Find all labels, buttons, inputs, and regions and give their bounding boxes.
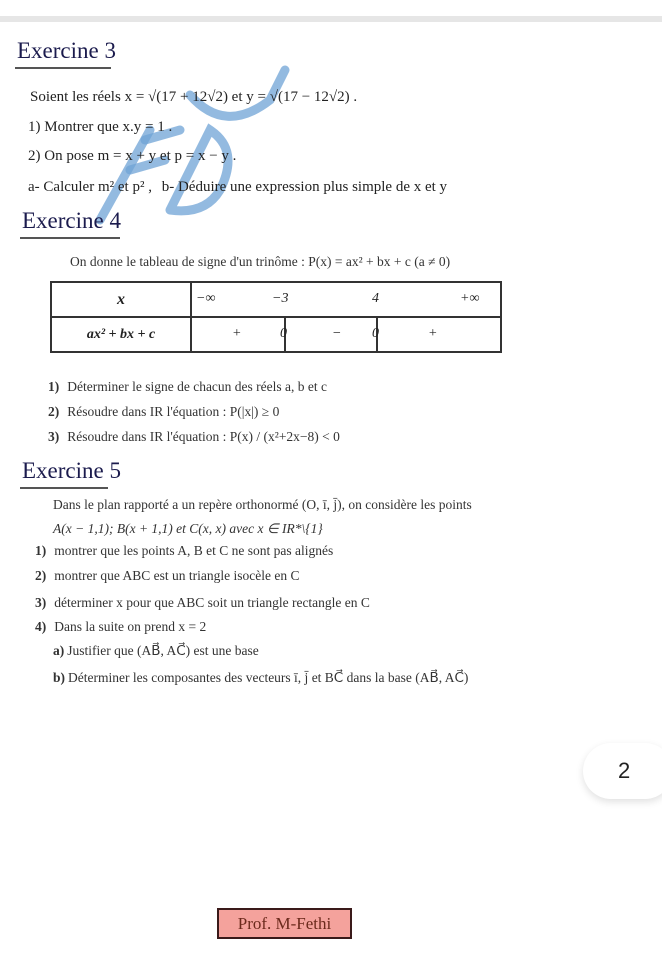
top-divider xyxy=(0,16,662,22)
exercise-5-q1 xyxy=(35,543,333,559)
sign-table-x-values xyxy=(191,282,501,317)
question-number: 4) xyxy=(35,619,47,634)
exercise-5-intro-1: Dans le plan rapporté a un repère orthonormé (O, ī, j̄), on considère les points xyxy=(53,497,472,512)
sign-table xyxy=(50,281,502,353)
sign-value: − xyxy=(332,326,342,341)
exercise-3-intro: Soient les réels x = √(17 + 12√2) et y = √(17 − 12√2) . xyxy=(30,89,358,105)
sign-value: + xyxy=(232,326,242,341)
x-value: +∞ xyxy=(460,291,480,306)
sign-value: 0 xyxy=(280,326,287,341)
sign-value: 0 xyxy=(372,326,379,341)
page-number: 2 xyxy=(618,758,631,783)
exercise-5-q2 xyxy=(35,568,299,584)
question-number: 2) xyxy=(35,568,47,583)
exercise-4-q2 xyxy=(48,404,279,420)
x-value: −∞ xyxy=(196,291,216,306)
question-number: 3) xyxy=(35,595,47,610)
title-underline xyxy=(15,67,111,69)
exercise-4-title: Exercine 4 xyxy=(22,208,121,233)
question-text: Résoudre dans IR l'équation : P(x) / (x²+2x−8) < 0 xyxy=(67,429,340,444)
exercise-3-q2: 2) On pose m = x + y et p = x − y . xyxy=(28,148,237,164)
watermark-logo xyxy=(90,60,320,230)
question-text: Déterminer les composantes des vecteurs ī, j̄ et BC⃗ dans la base (AB⃗, AC⃗) xyxy=(68,670,469,685)
question-number: 1) xyxy=(35,543,47,558)
question-text: déterminer x pour que ABC soit un triangle rectangle en C xyxy=(54,595,370,610)
page-number-badge xyxy=(583,743,662,799)
question-text: montrer que les points A, B et C ne sont pas alignés xyxy=(54,543,334,558)
sign-table-expression-label: ax² + bx + c xyxy=(51,317,191,352)
sign-table-x-label: x xyxy=(51,282,191,317)
exercise-3-title: Exercine 3 xyxy=(17,38,116,63)
question-text: Déterminer le signe de chacun des réels a, b et c xyxy=(67,379,328,394)
question-number: 3) xyxy=(48,429,60,444)
question-number: 2) xyxy=(48,404,60,419)
question-number: a) xyxy=(53,643,65,658)
x-value: −3 xyxy=(272,291,289,306)
author-signature: Prof. M-Fethi xyxy=(217,908,352,939)
question-text: Résoudre dans IR l'équation : P(|x|) ≥ 0 xyxy=(67,404,280,419)
x-value: 4 xyxy=(372,291,379,306)
exercise-3-q1: 1) Montrer que x.y = 1 . xyxy=(28,119,173,135)
exercise-4-q1 xyxy=(48,379,327,395)
exercise-4-intro: On donne le tableau de signe d'un trinôme : P(x) = ax² + bx + c (a ≠ 0) xyxy=(70,254,451,269)
title-underline xyxy=(20,487,108,489)
exercise-3-q2a xyxy=(28,179,447,196)
exercise-5-q4a xyxy=(53,643,259,659)
exercise-3-q2b-text: b- Déduire une expression plus simple de x et y xyxy=(161,179,448,195)
exercise-5-title: Exercine 5 xyxy=(22,458,121,483)
question-number: b) xyxy=(53,670,66,685)
question-text: Justifier que (AB⃗, AC⃗) est une base xyxy=(67,643,259,658)
question-number: 1) xyxy=(48,379,60,394)
exercise-5-q4b xyxy=(53,670,468,686)
exercise-5-q3 xyxy=(35,595,370,611)
sign-value: + xyxy=(428,326,438,341)
question-text: montrer que ABC est un triangle isocèle en C xyxy=(54,568,300,583)
exercise-4-q3 xyxy=(48,429,340,445)
exercise-3-q2a-text: a- Calculer m² et p² , xyxy=(28,179,152,195)
title-underline xyxy=(20,237,120,239)
question-text: Dans la suite on prend x = 2 xyxy=(54,619,207,634)
sign-table-signs xyxy=(191,317,501,352)
exercise-5-q4 xyxy=(35,619,206,635)
exercise-5-intro-2: A(x − 1,1); B(x + 1,1) et C(x, x) avec x ∈ IR*\{1} xyxy=(53,521,323,536)
